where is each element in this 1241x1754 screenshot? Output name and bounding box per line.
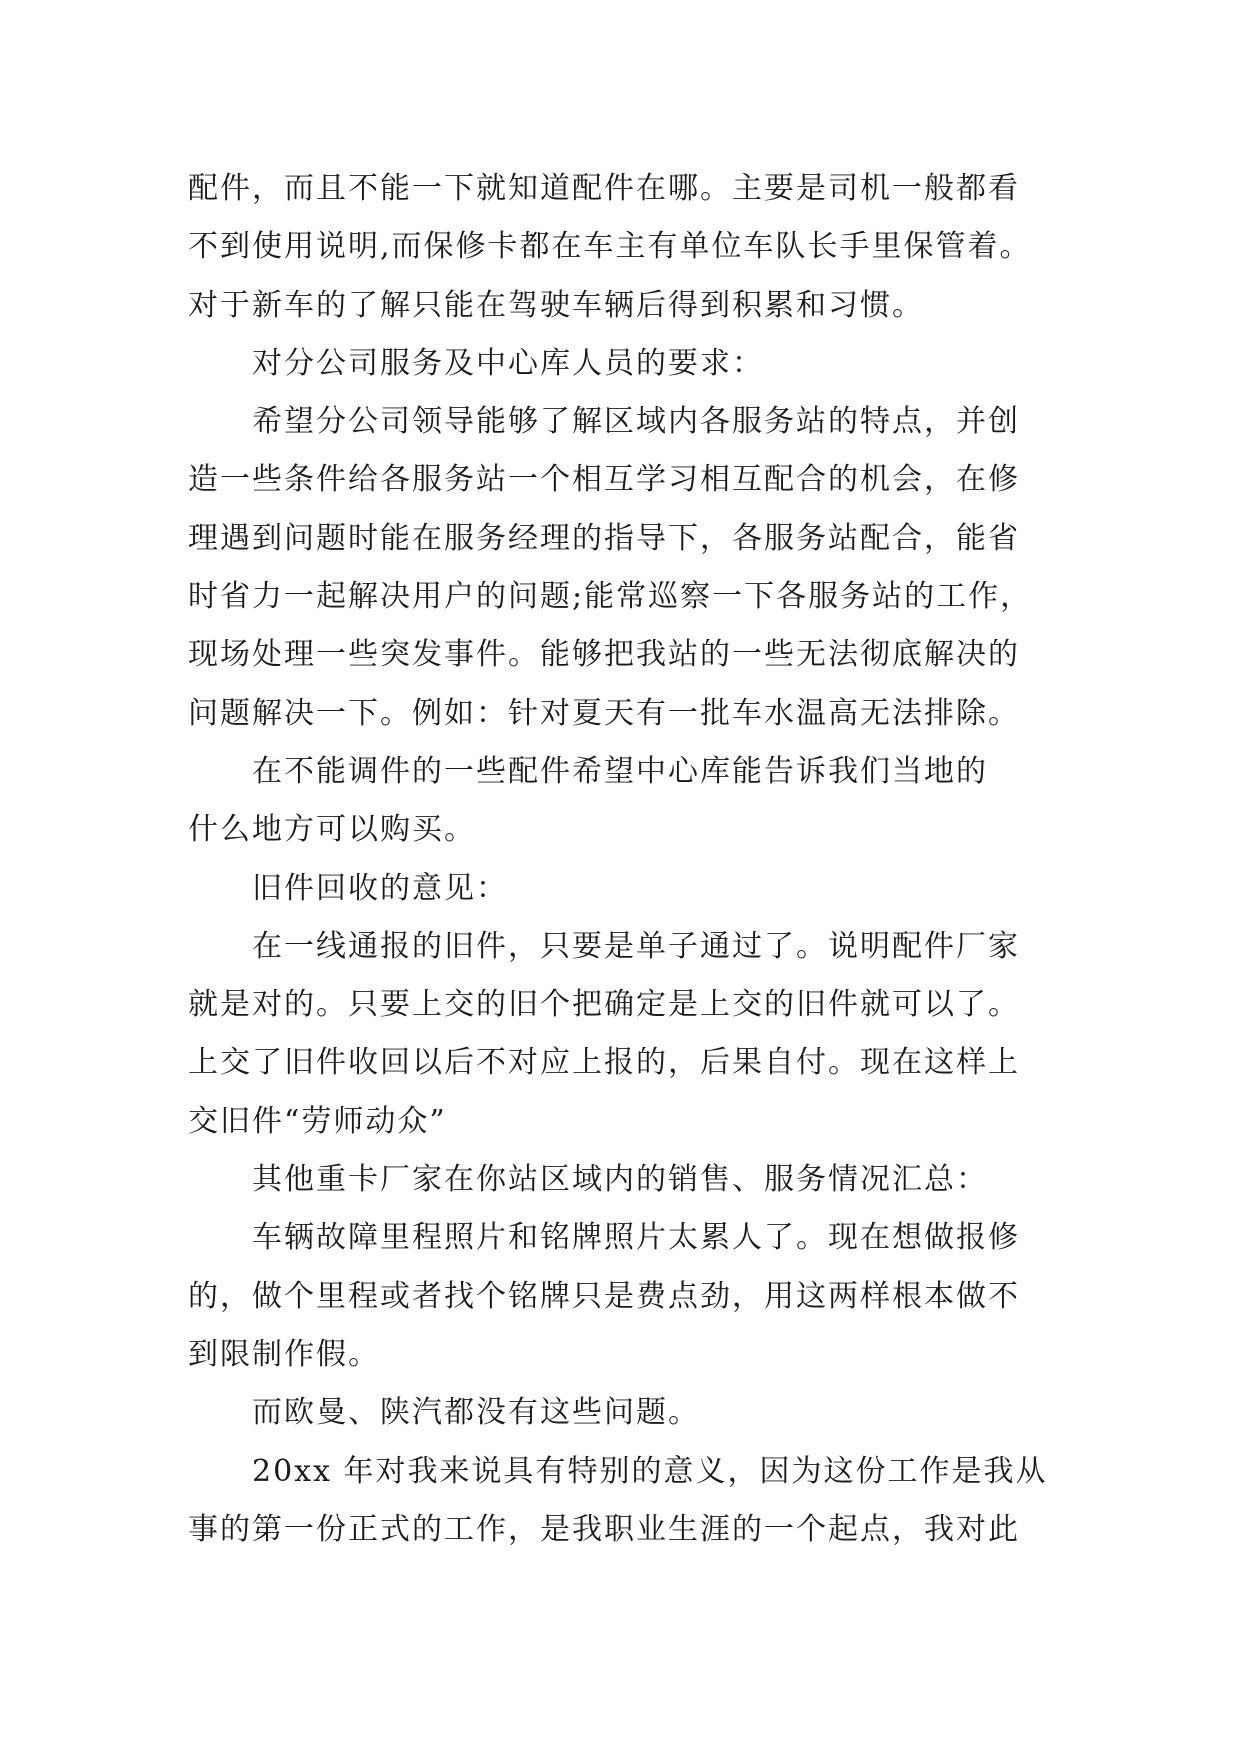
section-heading: 其他重卡厂家在你站区域内的销售、服务情况汇总： [252, 1162, 988, 1198]
text-line: 配件，而且不能一下就知道配件在哪。主要是司机一般都看 [188, 171, 1020, 206]
text-line: 到限制作假。 [188, 1336, 380, 1372]
section-heading: 旧件回收的意见： [252, 870, 508, 906]
text-line: 不到使用说明,而保修卡都在车主有单位车队长手里保管着。 [188, 229, 1032, 265]
text-line: 就是对的。只要上交的旧个把确定是上交的旧件就可以了。 [188, 987, 1020, 1023]
text-line: 时省力一起解决用户的问题;能常巡察一下各服务站的工作， [188, 579, 1033, 615]
text-line: 理遇到问题时能在服务经理的指导下，各服务站配合，能省 [188, 520, 1020, 556]
section-heading: 对分公司服务及中心库人员的要求： [252, 345, 764, 381]
text-line: 交旧件“劳师动众” [188, 1103, 447, 1139]
text-line: 希望分公司领导能够了解区域内各服务站的特点，并创 [252, 404, 1020, 440]
text-line: 车辆故障里程照片和铭牌照片太累人了。现在想做报修 [252, 1220, 1020, 1256]
text-line: 事的第一份正式的工作，是我职业生涯的一个起点，我对此 [188, 1511, 1020, 1547]
body-text [188, 160, 1088, 1559]
text-line: 什么地方可以购买。 [188, 812, 476, 848]
text-line: 对于新车的了解只能在驾驶车辆后得到积累和习惯。 [188, 287, 924, 323]
text-line: 在不能调件的一些配件希望中心库能告诉我们当地的 [252, 753, 988, 789]
text-line: 造一些条件给各服务站一个相互学习相互配合的机会，在修 [188, 462, 1020, 498]
text-line: 在一线通报的旧件，只要是单子通过了。说明配件厂家 [252, 928, 1020, 964]
text-line: 的，做个里程或者找个铭牌只是费点劲，用这两样根本做不 [188, 1278, 1020, 1314]
text-line: 上交了旧件收回以后不对应上报的，后果自付。现在这样上 [188, 1045, 1020, 1081]
text-line: 而欧曼、陕汽都没有这些问题。 [252, 1395, 700, 1431]
text-line: 现场处理一些突发事件。能够把我站的一些无法彻底解决的 [188, 637, 1020, 673]
text-line: 20xx 年对我来说具有特别的意义，因为这份工作是我从 [252, 1453, 1048, 1489]
text-line: 问题解决一下。例如：针对夏天有一批车水温高无法排除。 [188, 695, 1020, 731]
